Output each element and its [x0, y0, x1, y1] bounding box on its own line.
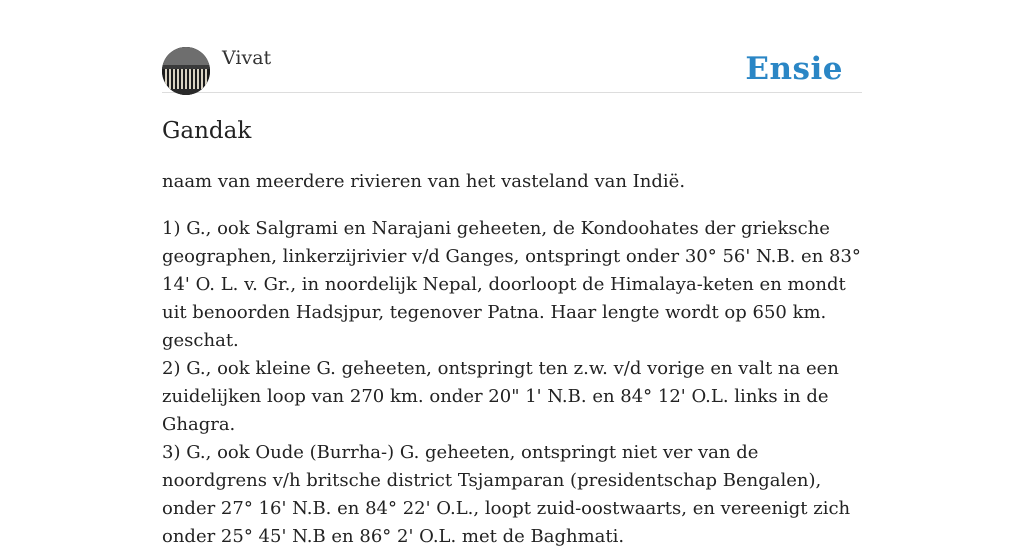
paragraph-1: 1) G., ook Salgrami en Narajani geheeten, de Kondoohates der grieksche geographen, linkerzijrivier v/d Ganges, ontspringt onder 30° 56' N.B. en 83° 14' O. L. v. Gr., in noordelijk Nepal, doorloopt de Himalaya-keten en mondt uit benoorden Hadsjpur, tegenover Patna. Haar lengte wordt op 650 km. geschat. [162, 218, 861, 351]
paragraph-2: 2) G., ook kleine G. geheeten, ontspringt ten z.w. v/d vorige en valt na een zuidelijken loop van 270 km. onder 20" 1' N.B. en 84° 12' O.L. links in de Ghagra. [162, 358, 839, 435]
article-page [162, 0, 862, 547]
brand-logo[interactable]: Ensie [745, 51, 843, 87]
page-header [162, 0, 862, 93]
author-avatar[interactable] [162, 47, 210, 95]
avatar-image [162, 47, 210, 95]
page-title: Gandak [162, 118, 252, 144]
article-body [162, 215, 862, 551]
author-name[interactable]: Vivat [222, 47, 272, 69]
paragraph-3: 3) G., ook Oude (Burrha-) G. geheeten, ontspringt niet ver van de noordgrens v/h britsche district Tsjamparan (presidentschap Bengalen), onder 27° 16' N.B. en 84° 22' O.L., loopt zuid-oostwaarts, en vereenigt zich onder 25° 45' N.B en 86° 2' O.L. met de Baghmati. [162, 442, 851, 547]
article-intro: naam van meerdere rivieren van het vasteland van Indië. [162, 171, 686, 192]
